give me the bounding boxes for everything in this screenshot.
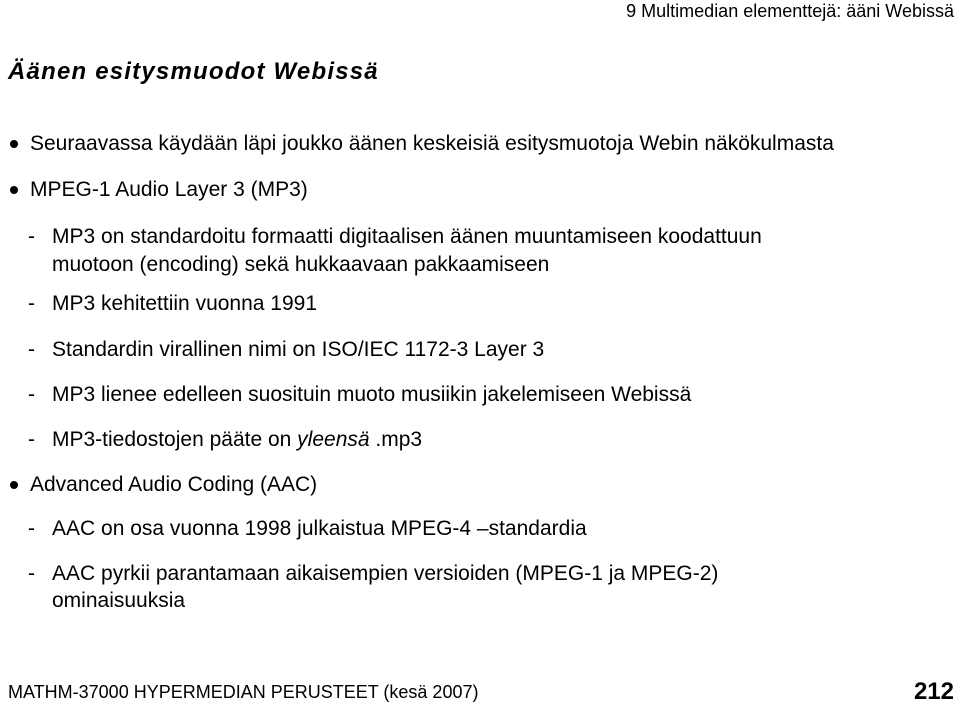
mp3-item-3: Standardin virallinen nimi on ISO/IEC 1172-3 Layer 3 [52, 338, 545, 361]
slide-title: Äänen esitysmuodot Webissä [8, 58, 379, 85]
mp3-extension-prefix: MP3-tiedostojen pääte on [52, 428, 298, 451]
bullet-icon [10, 140, 18, 148]
dash-marker: - [28, 338, 35, 361]
mp3-item-1-cont: muotoon (encoding) sekä hukkaavaan pakkaamiseen [52, 253, 550, 276]
chapter-header: 9 Multimedian elementtejä: ääni Webissä [626, 1, 954, 21]
mp3-item-2: MP3 kehitettiin vuonna 1991 [52, 292, 318, 315]
mp3-extension-suffix: .mp3 [369, 428, 423, 451]
aac-item-2-cont: ominaisuuksia [52, 589, 186, 612]
dash-marker: - [28, 562, 35, 585]
course-footer: MATHM-37000 HYPERMEDIAN PERUSTEET (kesä 2007) [8, 682, 479, 702]
aac-heading: Advanced Audio Coding (AAC) [30, 473, 318, 496]
dash-marker: - [28, 292, 35, 315]
intro-bullet-text: Seuraavassa käydään läpi joukko äänen keskeisiä esitysmuotoja Webin näkökulmasta [30, 132, 834, 155]
bullet-icon [10, 186, 18, 194]
aac-item-2: AAC pyrkii parantamaan aikaisempien versioiden (MPEG-1 ja MPEG-2) [52, 562, 719, 585]
mp3-heading: MPEG-1 Audio Layer 3 (MP3) [30, 178, 308, 201]
mp3-extension-italic: yleensä [297, 428, 370, 451]
aac-item-1: AAC on osa vuonna 1998 julkaistua MPEG-4 –standardia [52, 517, 587, 540]
page-number: 212 [913, 678, 954, 705]
mp3-item-1: MP3 on standardoitu formaatti digitaalisen äänen muuntamiseen koodattuun [52, 225, 762, 248]
mp3-item-5 [52, 427, 422, 453]
dash-marker: - [28, 428, 35, 451]
dash-marker: - [28, 225, 35, 248]
mp3-item-4: MP3 lienee edelleen suosituin muoto musiikin jakelemiseen Webissä [52, 383, 692, 406]
dash-marker: - [28, 383, 35, 406]
dash-marker: - [28, 517, 35, 540]
bullet-icon [10, 481, 18, 489]
